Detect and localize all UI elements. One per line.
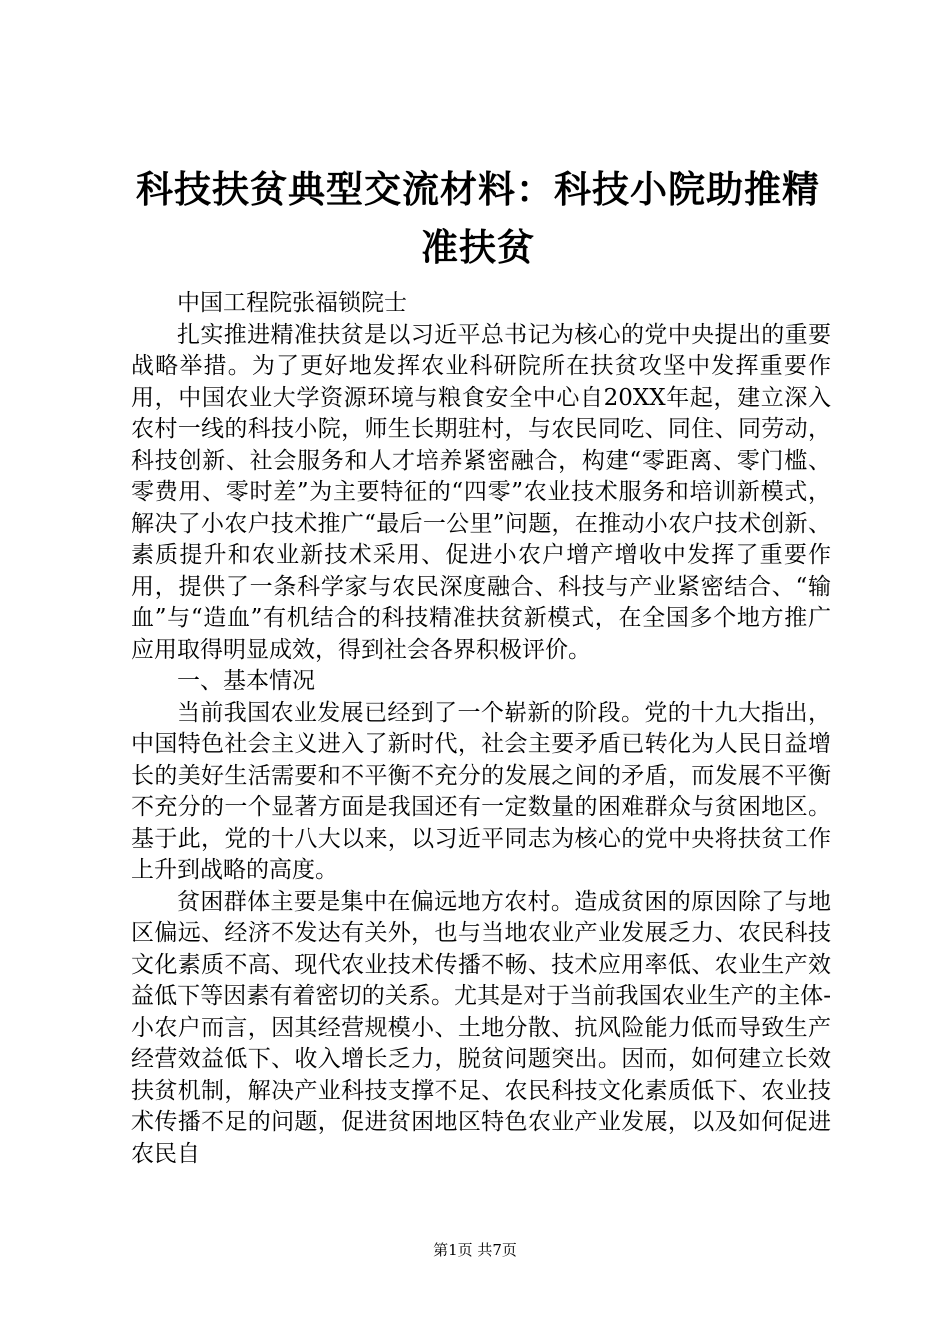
paragraph-poverty-causes: 贫困群体主要是集中在偏远地方农村。造成贫困的原因除了与地区偏远、经济不发达有关外，也与当地农业产业发展乏力、农民科技文化素质不高、现代农业技术传播不畅、技术应用率低、农业生产效益低下等因素有着密切的关系。尤其是对于当前我国农业生产的主体-小农户而言，因其经营规模小、土地分散、抗风险能力低而导致生产经营效益低下、收入增长乏力，脱贫问题突出。因而，如何建立长效扶贫机制，解决产业科技支撑不足、农民科技文化素质低下、农业技术传播不足的问题，促进贫困地区特色农业产业发展，以及如何促进农民自 [131,888,831,1167]
document-title: 科技扶贫典型交流材料：科技小院助推精准扶贫 [136,167,820,269]
paragraph-background: 当前我国农业发展已经到了一个崭新的阶段。党的十九大指出，中国特色社会主义进入了新时代，社会主要矛盾已转化为人民日益增长的美好生活需要和不平衡不充分的发展之间的矛盾，而发展不平衡不充分的一个显著方面是我国还有一定数量的困难群众与贫困地区。基于此，党的十八大以来，以习近平同志为核心的党中央将扶贫工作上升到战略的高度。 [131,699,831,883]
section-heading-basic-situation: 一、基本情况 [177,668,315,694]
document-body [131,288,831,1170]
author-line: 中国工程院张福锁院士 [177,290,407,316]
paragraph-intro: 扎实推进精准扶贫是以习近平总书记为核心的党中央提出的重要战略举措。为了更好地发挥农业科研院所在扶贫攻坚中发挥重要作用，中国农业大学资源环境与粮食安全中心自20XX年起，建立深入农村一线的科技小院，师生长期驻村，与农民同吃、同住、同劳动，科技创新、社会服务和人才培养紧密融合，构建“零距离、零门槛、零费用、零时差”为主要特征的“四零”农业技术服务和培训新模式，解决了小农户技术推广“最后一公里”问题，在推动小农户技术创新、素质提升和农业新技术采用、促进小农户增产增收中发挥了重要作用，提供了一条科学家与农民深度融合、科技与产业紧密结合、“输血”与“造血”有机结合的科技精准扶贫新模式，在全国多个地方推广应用取得明显成效，得到社会各界积极评价。 [131,321,831,663]
page-footer: 第1页 共7页 [433,1241,517,1259]
